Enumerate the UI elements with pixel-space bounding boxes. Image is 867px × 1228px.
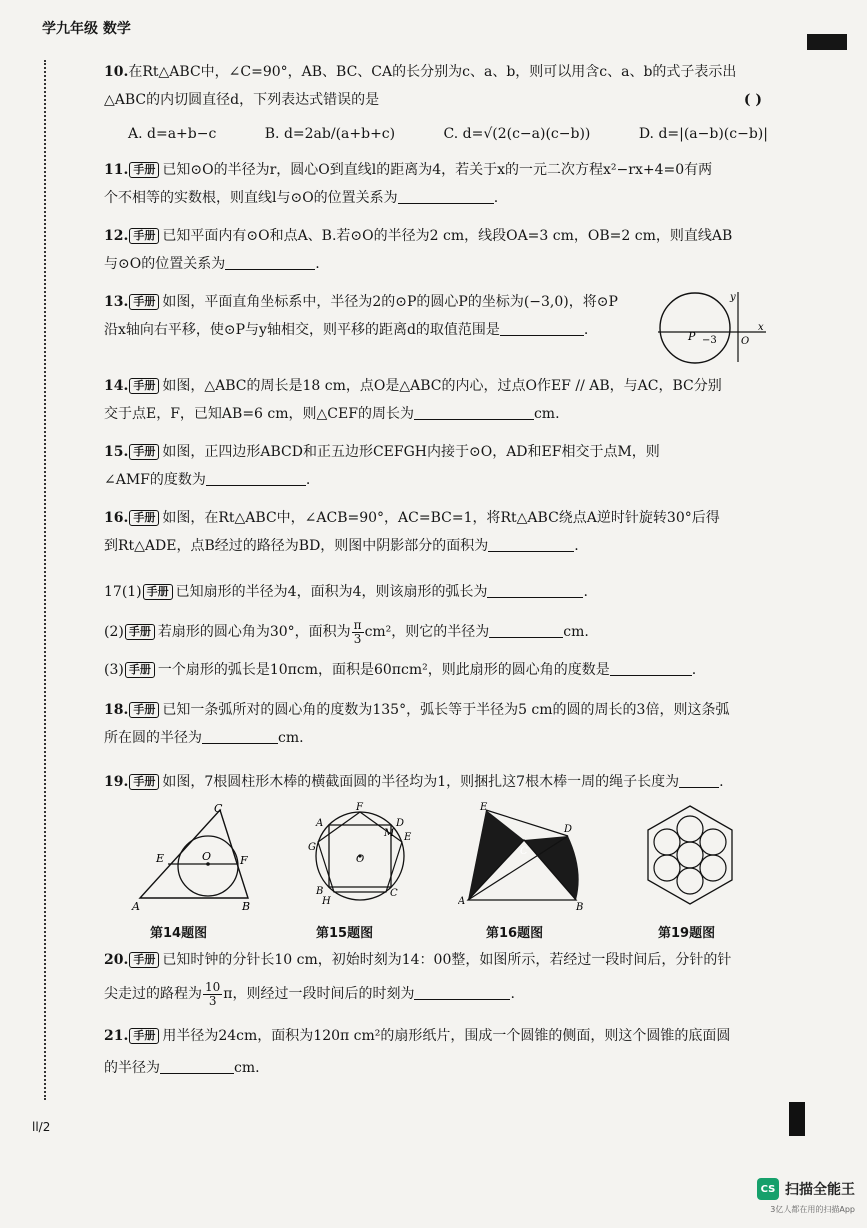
handbook-tag: 手册: [129, 294, 159, 310]
answer-blank[interactable]: [206, 471, 306, 486]
svg-text:O: O: [202, 850, 212, 863]
option-b: B. d=2ab/(a+b+c): [264, 126, 396, 142]
answer-blank[interactable]: [500, 321, 584, 336]
answer-blank[interactable]: [414, 985, 510, 1000]
corner-tab: [807, 34, 847, 50]
question-15: 15. 手册 如图，正四边形ABCD和正五边形CEFGH内接于⊙O，AD和EF相交于点M，则 ∠AMF的度数为 .: [104, 444, 660, 488]
svg-text:A: A: [458, 896, 466, 907]
svg-text:P: P: [688, 330, 696, 343]
figures-row: [130, 800, 770, 940]
svg-text:D: D: [564, 824, 573, 835]
question-14: 14. 手册 如图，△ABC的周长是18 cm，点O是△ABC的内心，过点O作EF // AB，与AC，BC分别 交于点E，F，已知AB=6 cm，则△CEF的周长为 cm.: [104, 378, 722, 422]
question-19: 19. 手册 如图，7根圆柱形木棒的横截面圆的半径均为1，则捆扎这7根木棒一周的绳子长度为 .: [104, 774, 724, 790]
answer-blank[interactable]: [610, 661, 692, 676]
caption-fig14: 第14题图: [150, 926, 208, 941]
svg-text:O: O: [356, 854, 365, 865]
scan-marker: [789, 1102, 805, 1136]
answer-blank[interactable]: [160, 1059, 234, 1074]
question-17: 17(1) 手册 已知扇形的半径为4，面积为4，则该扇形的弧长为 . (2) 手册 若扇形的圆心角为30°，面积为 $\frac{\pi}{3}$ cm²，则它的半径为 cm. (3) 手册 一个扇形的弧长是10πcm，面积是60πcm²，则此扇形的圆心角的度数是 .: [104, 584, 697, 678]
answer-blank[interactable]: [202, 729, 278, 744]
question-16: 16. 手册 如图，在Rt△ABC中，∠ACB=90°，AC=BC=1，将Rt△ABC绕点A逆时针旋转30°后得 到Rt△ADE，点B经过的路径为BD，则图中阴影部分的面积为 .: [104, 510, 720, 554]
handbook-tag: 手册: [129, 774, 159, 790]
question-21: 21. 手册 用半径为24cm，面积为120π cm²的扇形纸片，围成一个圆锥的侧面，则这个圆锥的底面圆 的半径为 cm.: [104, 1028, 731, 1076]
option-a: A. d=a+b−c: [128, 126, 217, 142]
handbook-tag: 手册: [129, 444, 159, 460]
caption-fig19: 第19题图: [658, 926, 716, 941]
svg-text:E: E: [156, 852, 165, 865]
svg-text:B: B: [576, 902, 584, 910]
caption-fig15: 第15题图: [316, 926, 374, 941]
figure-16: [458, 800, 588, 910]
option-d: D. d=|(a−b)(c−b)|: [638, 126, 768, 142]
handbook-tag: 手册: [129, 1028, 159, 1044]
svg-text:D: D: [396, 818, 405, 829]
question-number: 10.: [104, 64, 129, 80]
question-10: 10.在Rt△ABC中，∠C=90°，AB、BC、CA的长分别为c、a、b，则可以用含c、a、b的式子表示出 △ABC的内切圆直径d，下列表达式错误的是 ( ) A. d=a+b−c B. d=2ab/(a+b+c) C. d=√(2(c−a)(c−b)) D. d=|(a−b)(c−b)|: [104, 58, 768, 148]
svg-text:y: y: [730, 292, 736, 303]
answer-blank[interactable]: [489, 623, 563, 638]
handbook-tag: 手册: [129, 702, 159, 718]
figure-13: [650, 288, 768, 366]
question-13: 13. 手册 如图，平面直角坐标系中，半径为2的⊙P的圆心P的坐标为(−3,0)，将⊙P 沿x轴向右平移，使⊙P与y轴相交，则平移的距离d的取值范围是 .: [104, 294, 618, 338]
svg-text:M: M: [384, 828, 395, 839]
svg-text:O: O: [741, 336, 750, 347]
question-12: 12. 手册 已知平面内有⊙O和点A、B.若⊙O的半径为2 cm，线段OA=3 cm，OB=2 cm，则直线AB 与⊙O的位置关系为 .: [104, 228, 733, 272]
caption-fig16: 第16题图: [486, 926, 544, 941]
options: [104, 120, 768, 148]
handbook-tag: 手册: [129, 378, 159, 394]
answer-paren: ( ): [743, 92, 762, 108]
question-11: 11. 手册 已知⊙O的半径为r，圆心O到直线l的距离为4，若关于x的一元二次方程x²−rx+4=0有两 个不相等的实数根，则直线l与⊙O的位置关系为 .: [104, 162, 713, 206]
svg-text:−3: −3: [702, 335, 717, 346]
answer-blank[interactable]: [488, 537, 574, 552]
page-mark: ll/2: [32, 1120, 51, 1134]
svg-text:A: A: [316, 818, 324, 829]
svg-text:F: F: [356, 802, 363, 813]
svg-text:E: E: [404, 832, 412, 843]
handbook-tag: 手册: [143, 584, 173, 600]
header-title: 学九年级 数学: [42, 21, 131, 37]
handbook-tag: 手册: [129, 952, 159, 968]
binding-margin: [44, 60, 46, 1100]
figure-19: [640, 800, 740, 910]
figure-15: [308, 800, 418, 910]
svg-text:G: G: [308, 842, 316, 853]
svg-text:A: A: [132, 900, 140, 910]
svg-text:E: E: [480, 802, 488, 813]
svg-text:H: H: [322, 896, 331, 907]
answer-blank[interactable]: [414, 405, 534, 420]
answer-blank[interactable]: [225, 255, 315, 270]
svg-text:C: C: [390, 888, 398, 899]
svg-text:C: C: [214, 802, 223, 815]
handbook-tag: 手册: [129, 510, 159, 526]
answer-blank[interactable]: [487, 583, 583, 598]
question-18: 18. 手册 已知一条弧所对的圆心角的度数为135°，弧长等于半径为5 cm的圆的周长的3倍，则这条弧 所在圆的半径为 cm.: [104, 702, 730, 746]
handbook-tag: 手册: [129, 228, 159, 244]
question-20: 20. 手册 已知时钟的分针长10 cm，初始时刻为14：00整，如图所示，若经过一段时间后，分针的针 尖走过的路程为 $\frac{10}{3}$ π，则经过一段时间后的时刻为 .: [104, 952, 732, 1008]
svg-text:F: F: [240, 854, 248, 867]
svg-text:C: C: [520, 846, 528, 857]
handbook-tag: 手册: [129, 162, 159, 178]
camscanner-logo-icon: CS: [757, 1178, 779, 1200]
scanner-watermark: CS 扫描全能王 3亿人都在用的扫描App: [757, 1178, 855, 1200]
handbook-tag: 手册: [125, 624, 155, 640]
figure-14: [130, 800, 260, 910]
svg-text:x: x: [758, 322, 764, 333]
answer-blank[interactable]: [398, 189, 494, 204]
option-c: C. d=√(2(c−a)(c−b)): [443, 126, 591, 142]
svg-text:B: B: [316, 886, 324, 897]
answer-blank[interactable]: [679, 773, 719, 788]
handbook-tag: 手册: [125, 662, 155, 678]
svg-text:B: B: [242, 900, 251, 910]
